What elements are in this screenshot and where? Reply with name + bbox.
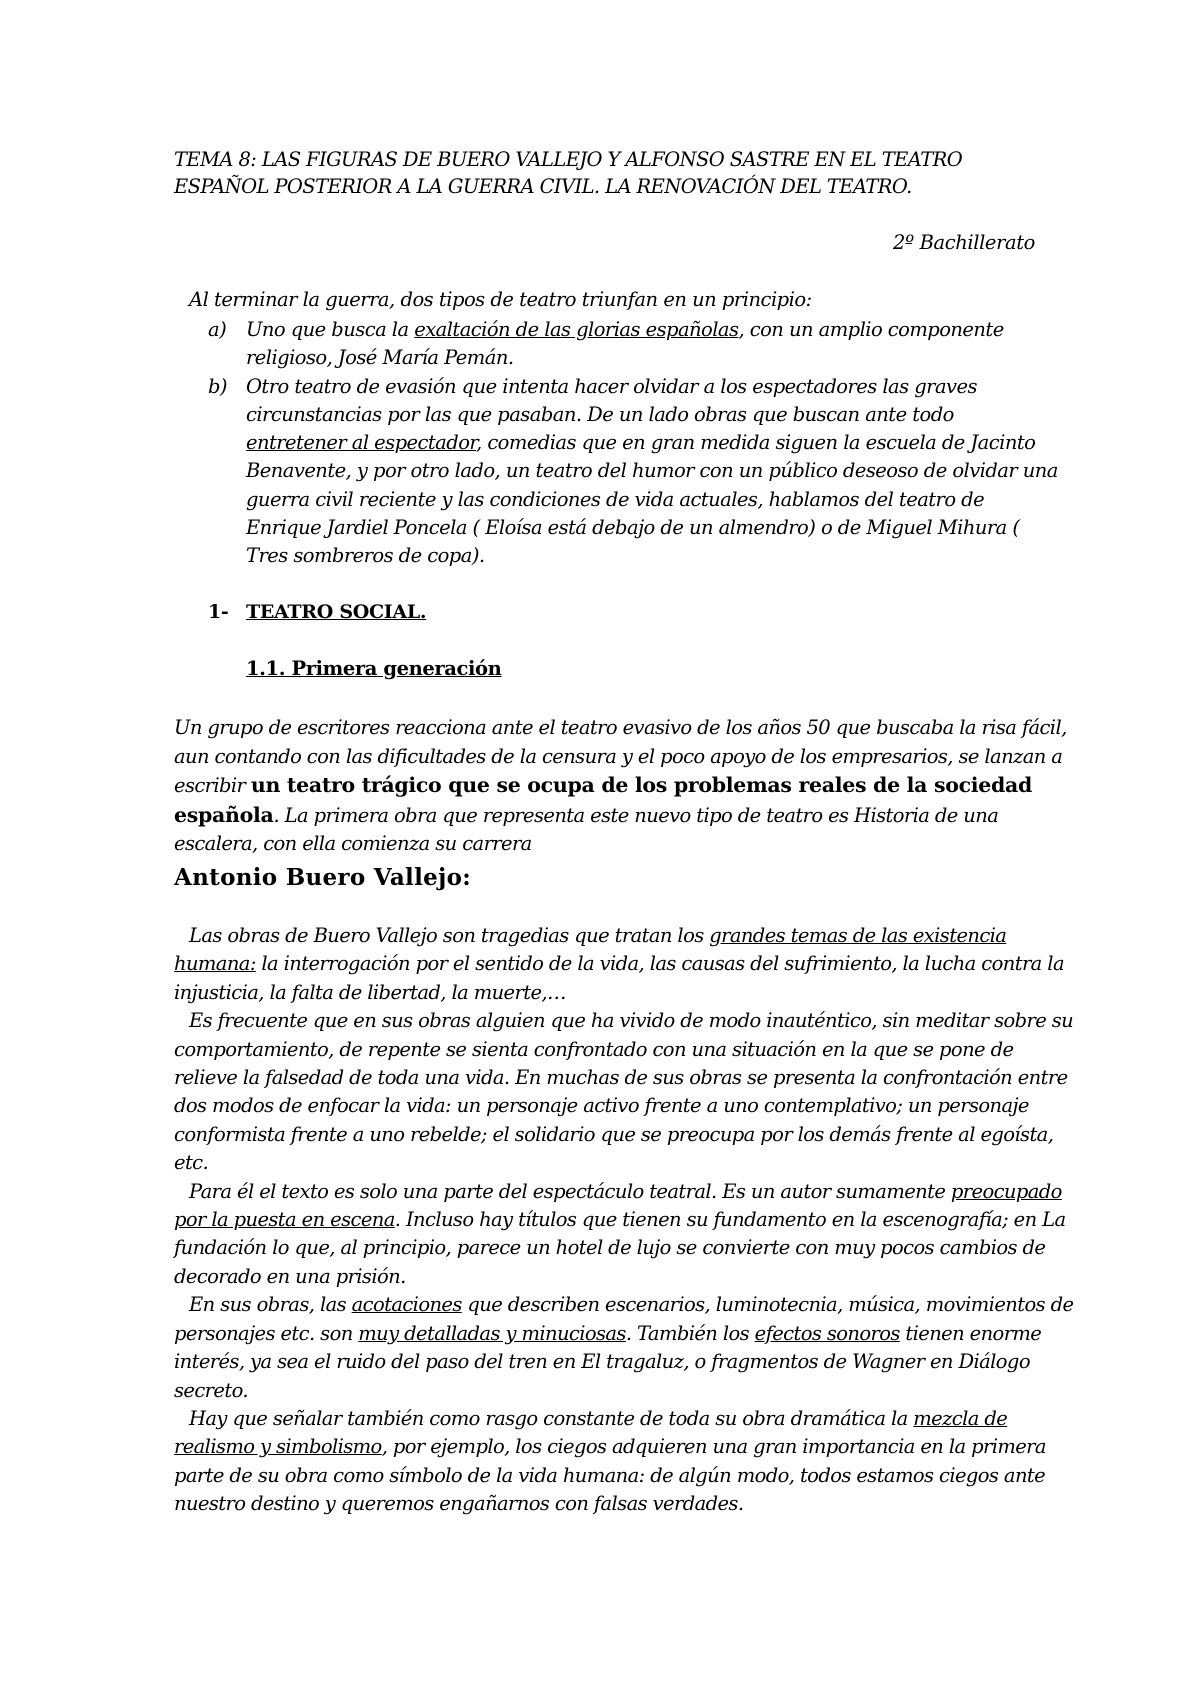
section-heading xyxy=(208,601,426,623)
paragraph-text: . Incluso hay títulos que tienen su fundamento en la escenografía; en La fundación lo que, al principio, parece un hotel de lujo se convierte con muy pocos cambios de decorado en una prisión. xyxy=(174,1208,1066,1288)
paragraph-text: que describen escenarios, luminotecnia, música, movimientos de personajes etc. son xyxy=(174,1293,1074,1345)
title-line-1: TEMA 8: LAS FIGURAS DE BUERO VALLEJO Y ALFONSO SASTRE EN EL TEATRO xyxy=(174,148,963,171)
paragraph-text: , por ejemplo, los ciegos adquieren una gran importancia en la primera parte de su obra como símbolo de la vida humana: de algún modo, todos estamos ciegos ante nuestro destino y queremos engañarnos con falsas verdades. xyxy=(174,1435,1046,1516)
list-text: , comedias que en gran medida siguen la escuela de Jacinto Benavente, y por otro lado, un teatro del humor con un público deseoso de olvidar una guerra civil reciente y las condiciones de vida actuales, hablamos del teatro de Enrique Jardiel Poncela ( Eloísa está debajo de un almendro) o de Miguel Mihura ( Tres sombreros de copa). xyxy=(246,431,1058,568)
intro-text: Al terminar la guerra, dos tipos de teatro triunfan en un principio: xyxy=(189,288,812,311)
paragraph-text: . La primera obra que representa este nuevo tipo de teatro es Historia de una escalera, con ella comienza su carrera xyxy=(174,803,999,855)
list-text: Uno que busca la xyxy=(246,318,415,341)
paragraph-text: . También los xyxy=(625,1321,755,1345)
paragraph-text: Las obras de Buero Vallejo son tragedias que tratan los xyxy=(189,924,710,947)
bold-text: un teatro trágico que se ocupa de los problemas reales de la sociedad española xyxy=(174,773,1033,827)
title-line-2: ESPAÑOL POSTERIOR A LA GUERRA CIVIL. LA RENOVACIÓN DEL TEATRO. xyxy=(174,175,912,198)
subsection-heading: 1.1. Primera generación xyxy=(246,657,502,680)
document-title xyxy=(174,146,1054,200)
underlined-text: entretener al espectador xyxy=(246,431,477,455)
list-text: Otro teatro de evasión que intenta hacer olvidar a los espectadores las graves circunstancias por las que pasaban. De un lado obras que buscan ante todo xyxy=(246,374,977,426)
paragraph xyxy=(174,714,1074,859)
section-title: TEATRO SOCIAL. xyxy=(246,601,427,623)
underlined-text: muy detalladas y minuciosas xyxy=(358,1321,626,1345)
body-text xyxy=(174,922,1074,1519)
paragraph: Es frecuente que en sus obras alguien que ha vivido de modo inauténtico, sin meditar sobre su comportamiento, de repente se sienta confrontado con una situación en la que se pone de relieve la falsedad de toda una vida. En muchas de sus obras se presenta la confrontación entre dos modos de enfocar la vida: un personaje activo frente a uno contemplativo; un personaje conformista frente a uno rebelde; el solidario que se preocupa por los demás frente al egoísta, etc. xyxy=(174,1009,1074,1175)
underlined-text: exaltación de las glorias españolas xyxy=(414,318,739,341)
list-item xyxy=(208,316,1058,373)
section-number: 1- xyxy=(208,601,229,623)
paragraph-text: Para él el texto es solo una parte del espectáculo teatral. Es un autor sumamente xyxy=(189,1179,951,1203)
paragraph-text: tienen enorme interés, ya sea el ruido del paso del tren en El tragaluz, o fragmentos de Wagner en Diálogo secreto. xyxy=(174,1321,1042,1402)
course-label: 2º Bachillerato xyxy=(893,231,1035,254)
underlined-text: mezcla de realismo y simbolismo xyxy=(174,1406,1008,1459)
list-marker: a) xyxy=(208,318,227,341)
paragraph-text: Hay que señalar también como rasgo constante de toda su obra dramática la xyxy=(189,1406,914,1430)
underlined-text: preocupado por la puesta en escena xyxy=(174,1179,1062,1232)
intro-list xyxy=(208,316,1058,571)
paragraph-text: En sus obras, las xyxy=(189,1293,352,1317)
paragraph xyxy=(174,1405,1074,1519)
list-marker: b) xyxy=(208,374,227,398)
list-item xyxy=(208,373,1058,571)
paragraph-text: la interrogación por el sentido de la vida, las causas del sufrimiento, la lucha contra la injusticia, la falta de libertad, la muerte,… xyxy=(174,952,1064,1004)
underlined-text: acotaciones xyxy=(351,1293,462,1317)
paragraph-text: Un grupo de escritores reacciona ante el teatro evasivo de los años 50 que buscaba la risa fácil, aun contando con las dificultades de la censura y el poco apoyo de los empresarios, se lanzan a escribir xyxy=(174,716,1067,797)
paragraph xyxy=(174,1291,1074,1405)
author-heading: Antonio Buero Vallejo: xyxy=(174,864,472,891)
underlined-text: grandes temas de las existencia humana: xyxy=(174,924,1007,976)
paragraph xyxy=(174,1178,1074,1292)
paragraph xyxy=(174,922,1074,1007)
list-text: , con un amplio componente religioso, José María Pemán. xyxy=(246,318,1004,370)
underlined-text: efectos sonoros xyxy=(754,1321,900,1345)
